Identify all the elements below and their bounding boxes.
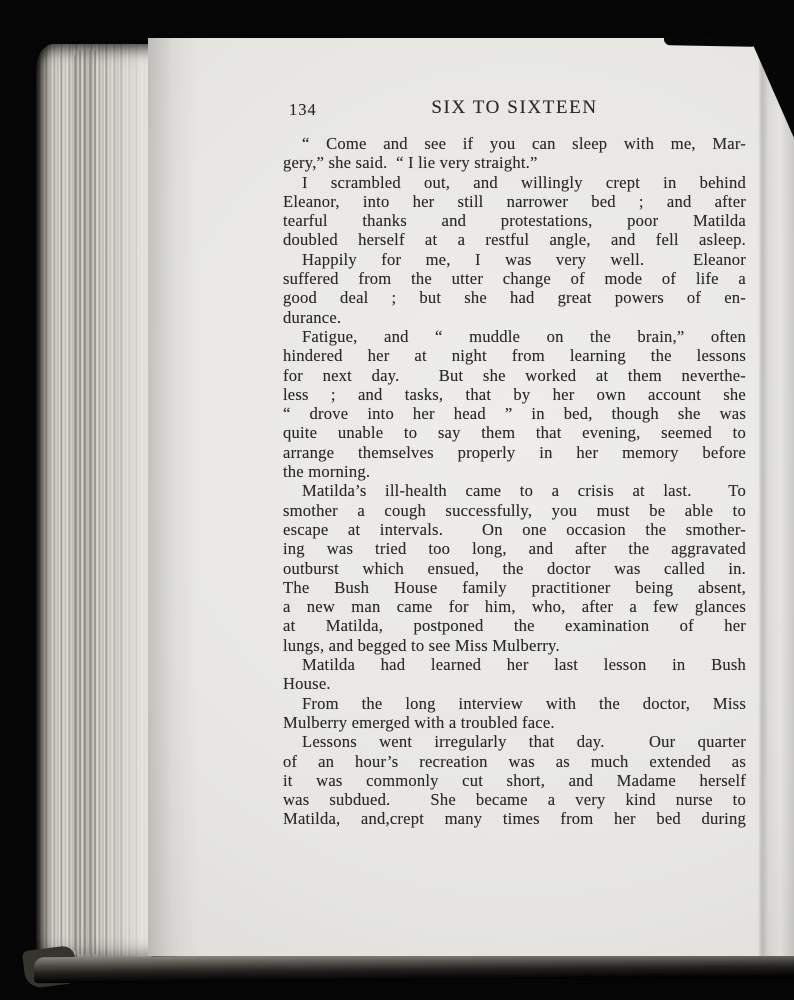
text-line: for next day. But she worked at them neverthe- (283, 365, 746, 385)
text-line: ing was tried too long, and after the aggravated (283, 539, 746, 559)
text-line: doubled herself at a restful angle, and fell asleep. (283, 230, 746, 250)
text-line: durance. (283, 307, 342, 327)
text-line: Matilda, and,crept many times from her bed during (283, 809, 746, 829)
text-line: arrange themselves properly in her memory before (283, 442, 746, 462)
text-line: good deal ; but she had great powers of en- (283, 288, 746, 308)
text-line: lungs, and begged to see Miss Mulberry. (283, 635, 560, 655)
page-top-shadow (664, 34, 760, 47)
text-line: Fatigue, and “ muddle on the brain,” often (302, 326, 746, 346)
text-line: the morning. (283, 462, 371, 482)
text-line: Matilda’s ill-health came to a crisis at last. To (302, 481, 746, 501)
text-line: quite unable to say them that evening, seemed to (283, 423, 746, 443)
paragraph (283, 655, 746, 694)
printed-content (283, 97, 746, 829)
text-line: tearful thanks and protestations, poor Matilda (283, 211, 746, 231)
running-title: SIX TO SIXTEEN (431, 97, 598, 118)
text-line: outburst which ensued, the doctor was called in. (283, 558, 746, 578)
text-line: House. (283, 674, 331, 694)
text-line: suffered from the utter change of mode of life a (283, 269, 746, 289)
text-line: smother a cough successfully, you must be able to (283, 500, 746, 520)
paragraph (283, 481, 746, 655)
paragraph (283, 327, 746, 481)
text-line: was subdued. She became a very kind nurse to (283, 790, 746, 810)
paragraph (283, 134, 746, 173)
text-line: Happily for me, I was very well. Eleanor (302, 249, 746, 269)
text-line: of an hour’s recreation was as much extended as (283, 751, 746, 771)
book-page (148, 38, 794, 956)
page-number: 134 (289, 100, 317, 119)
text-line: The Bush House family practitioner being absent, (283, 577, 746, 597)
text-line: Eleanor, into her still narrower bed ; and after (283, 191, 746, 211)
paragraph (283, 173, 746, 250)
text-line: a new man came for him, who, after a few glances (283, 597, 746, 617)
paragraph (283, 732, 746, 828)
text-line: at Matilda, postponed the examination of her (283, 616, 746, 636)
text-line: less ; and tasks, that by her own account she (283, 384, 746, 404)
paragraph (283, 250, 746, 327)
text-line: hindered her at night from learning the lessons (283, 346, 746, 366)
text-line: “ drove into her head ” in bed, though she was (283, 404, 746, 424)
paragraph (283, 694, 746, 733)
text-line: it was commonly cut short, and Madame herself (283, 770, 746, 790)
text-line: gery,” she said. “ I lie very straight.” (283, 153, 538, 173)
text-line: From the long interview with the doctor, Miss (302, 693, 746, 713)
text-line: “ Come and see if you can sleep with me, Mar- (302, 134, 746, 153)
text-line: I scrambled out, and willingly crept in behind (302, 172, 746, 192)
gutter-corner-shadow (750, 38, 794, 138)
text-line: Lessons went irregularly that day. Our quarter (302, 732, 746, 752)
page-edges-stack (36, 44, 152, 966)
page-header (283, 97, 746, 121)
text-line: escape at intervals. On one occasion the smother- (283, 519, 746, 539)
text-line: Mulberry emerged with a troubled face. (283, 712, 555, 732)
page-body (283, 134, 746, 829)
text-line: Matilda had learned her last lesson in Bush (302, 655, 746, 675)
